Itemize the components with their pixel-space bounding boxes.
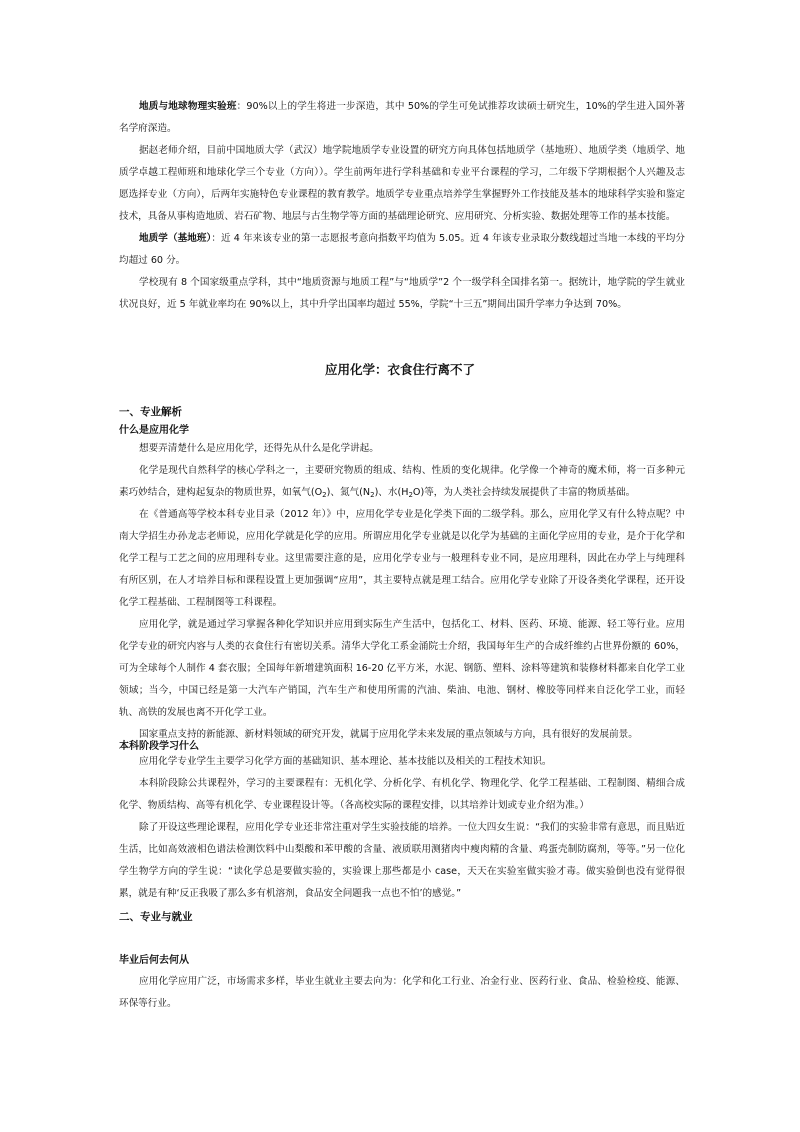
subsection-heading: 毕业后何去何从 xyxy=(119,955,189,966)
chemistry-section xyxy=(119,438,685,746)
paragraph: 应用化学，就是通过学习掌握各种化学知识并应用到实际生产生活中，包括化工、材料、医药、环境、能源、轻工等行业。应用化学专业的研究内容与人类的衣食住行有密切关系。清华大学化工系金涌院士介绍，我国每年生产的合成纤维约占世界份额的 60%，可为全球每个人制作 4 套衣服；全国每年新增建筑面积 16-20 亿平方米，水泥、钢筋、塑料、涂料等建筑和装修材料都来自化学工业领域；当今，中国已经是第一大汽车产销国，汽车生产和使用所需的汽油、柴油、电池、钢材、橡胶等同样来自泛化学工业，而轻轨、高铁的发展也离不开化学工业。 xyxy=(119,619,685,718)
study-section xyxy=(119,751,685,905)
section-heading: 二、专业与就业 xyxy=(119,911,193,923)
section-heading: 一、专业解析 xyxy=(119,406,182,418)
employment-section xyxy=(119,971,685,1015)
paragraph: 除了开设这些理论课程，应用化学专业还非常注重对学生实验技能的培养。一位大四女生说：“我们的实验非常有意思，而且贴近生活，比如高效液相色谱法检测饮料中山梨酸和苯甲酸的含量、液质联用测猪肉中瘦肉精的含量、鸡蛋壳制防腐剂，等等。”另一位化学生物学方向的学生说：“读化学总是要做实验的，实验课上那些都是小 case，天天在实验室做实验才毒。做实验倒也没有觉得很累，就是有种‘反正我吸了那么多有机溶剂，食品安全问题我一点也不怕’的感觉。” xyxy=(119,822,685,899)
paragraph: 应用化学应用广泛，市场需求多样，毕业生就业主要去向为：化学和化工行业、冶金行业、医药行业、食品、检验检疫、能源、环保等行业。 xyxy=(119,976,685,1009)
paragraph: 据赵老师介绍，目前中国地质大学（武汉）地学院地质学专业设置的研究方向具体包括地质学（基地班）、地质学类（地质学、地质学卓越工程师班和地球化学三个专业（方向））。学生前两年进行学科基础和专业平台课程的学习，二年级下学期根据个人兴趣及志愿选择专业（方向），后两年实施特色专业课程的教育教学。地质学专业重点培养学生掌握野外工作技能及基本的地球科学实验和鉴定技术，具备从事构造地质、岩石矿物、地层与古生物学等方面的基础理论研究、应用研究、分析实验、数据处理等工作的基本技能。 xyxy=(119,145,685,222)
article-title: 应用化学：衣食住行离不了 xyxy=(324,362,475,377)
paragraph: 学校现有 8 个国家级重点学科，其中“地质资源与地质工程”与“地质学”2 个一级学科全国排名第一。据统计，地学院的学生就业状况良好，近 5 年就业率均在 90%以上，其中升学出国率均超过 55%，学院“十三五”期间出国升学率力争达到 70%。 xyxy=(119,277,685,310)
paragraph: 应用化学专业学生主要学习化学方面的基础知识、基本理论、基本技能以及相关的工程技术知识。 xyxy=(139,756,552,767)
geology-section xyxy=(119,96,685,316)
bold-label: 地质学（基地班） xyxy=(139,233,212,244)
paragraph: 国家重点支持的新能源、新材料领域的研究开发，就属于应用化学未来发展的重点领域与方向，具有很好的发展前景。 xyxy=(139,729,638,740)
subsection-heading: 什么是应用化学 xyxy=(119,425,189,436)
paragraph: 想要弄清楚什么是应用化学，还得先从什么是化学讲起。 xyxy=(139,443,379,454)
bold-label: 地质与地球物理实验班 xyxy=(139,101,237,112)
paragraph: 地质与地球物理实验班：90%以上的学生将进一步深造，其中 50%的学生可免试推荐攻读硕士研究生，10%的学生进入国外著名学府深造。 xyxy=(119,101,685,134)
paragraph: 本科阶段除公共课程外，学习的主要课程有：无机化学、分析化学、有机化学、物理化学、化学工程基础、工程制图、精细合成化学、物质结构、高等有机化学、专业课程设计等。（各高校实际的课程安排，以其培养计划或专业介绍为准。） xyxy=(119,778,685,811)
subsection-heading: 本科阶段学习什么 xyxy=(119,741,199,752)
paragraph: 地质学（基地班）：近 4 年来该专业的第一志愿报考意向指数平均值为 5.05。近 4 年该专业录取分数线超过当地一本线的平均分均超过 60 分。 xyxy=(119,233,685,266)
paragraph: 化学是现代自然科学的核心学科之一，主要研究物质的组成、结构、性质的变化规律。化学像一个神奇的魔术师，将一百多种元素巧妙结合，建构起复杂的物质世界，如氧气$(O_2)$、氮气$(N_2)$、水$(H_2O)$等，为人类社会持续发展提供了丰富的物质基础。 xyxy=(119,465,685,499)
paragraph: 在《普通高等学校本科专业目录（2012 年）》中，应用化学专业是化学类下面的二级学科。那么，应用化学又有什么特点呢？中南大学招生办孙龙志老师说，应用化学就是化学的应用。所谓应用化学专业就是以化学为基础的主面化学应用的专业，是介于化学和化学工程与工艺之间的应用理科专业。这里需要注意的是，应用化学专业与一般理科专业不同，是应用理科，因此在办学上与纯理科有所区别，在人才培养目标和课程设置上更加强调“应用”，其主要特点就是理工结合。应用化学专业除了开设各类化学课程，还开设化学工程基础、工程制图等工科课程。 xyxy=(119,509,685,608)
